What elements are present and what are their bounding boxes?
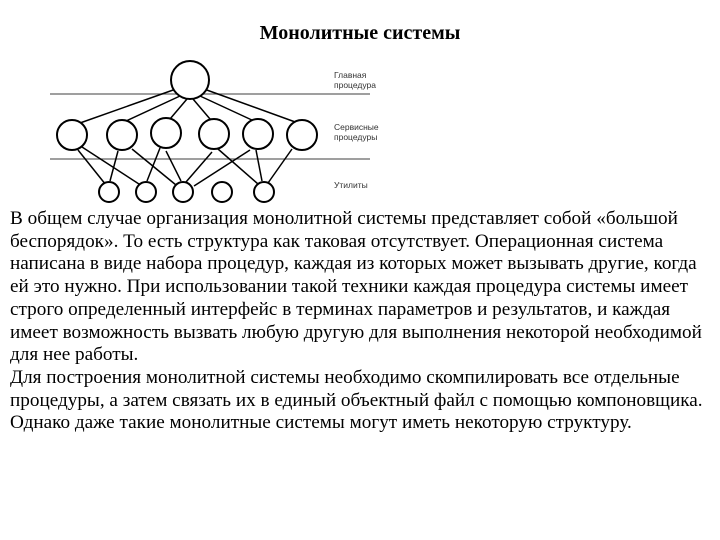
- page-title: Монолитные системы: [259, 22, 461, 44]
- utility-node: [212, 182, 232, 202]
- service-node: [57, 120, 87, 150]
- utility-node: [173, 182, 193, 202]
- paragraph: В общем случае организация монолитной системы представляет собой «большой беспорядок». То есть структура как таковая отсутствует. Операционная система написана в виде набора процедур, каждая из которых может вызывать другие, когда ей это нужно. При использовании такой техники каждая процедура системы имеет строго определенный интерфейс в терминах параметров и результатов, и каждая имеет возможность вызвать любую другую для выполнения некоторой необходимой для нее работы.: [10, 208, 702, 366]
- utility-nodes: [99, 182, 274, 202]
- utilities-label: Утилиты: [334, 180, 368, 190]
- service-node: [107, 120, 137, 150]
- service-node: [287, 120, 317, 150]
- paragraph: Для построения монолитной системы необходимо скомпилировать все отдельные процедуры, а затем связать их в единый объектный файл с помощью компоновщика.: [10, 366, 703, 411]
- service-node: [199, 119, 229, 149]
- main-procedure-label: Главная процедура: [334, 70, 376, 90]
- body-text: [10, 208, 710, 435]
- main-procedure-node: [171, 61, 209, 99]
- paragraph: Однако даже такие монолитные системы могут иметь некоторую структуру.: [10, 412, 632, 434]
- service-node: [151, 118, 181, 148]
- utility-node: [99, 182, 119, 202]
- service-procedures-label: Сервисные процедуры: [334, 122, 379, 142]
- utility-node: [136, 182, 156, 202]
- service-node: [243, 119, 273, 149]
- service-procedure-nodes: [57, 118, 317, 150]
- monolithic-structure-diagram: [0, 0, 720, 210]
- call-edges-services: [78, 147, 292, 186]
- utility-node: [254, 182, 274, 202]
